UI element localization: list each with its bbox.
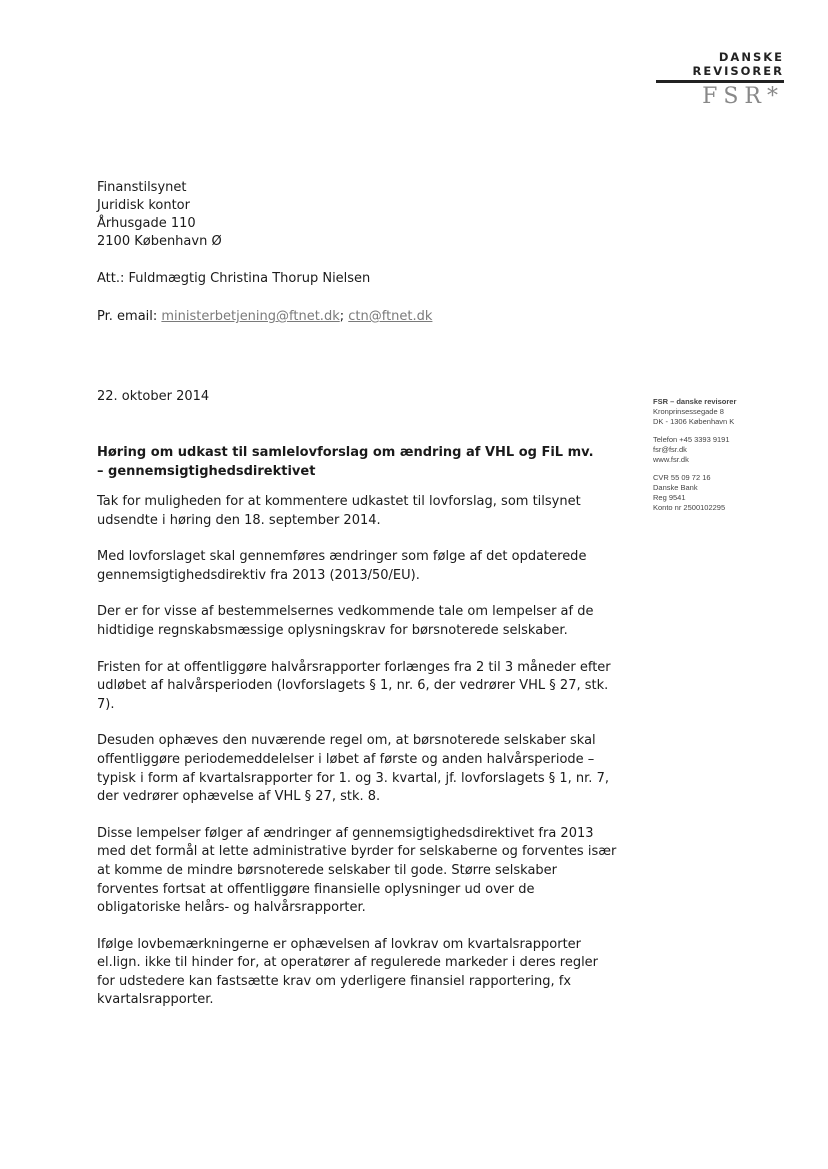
recipient-line: Finanstilsynet [97,180,187,195]
letter-subject: Høring om udkast til samlelovforslag om ændring af VHL og FiL mv. – gennemsigtighedsdirektivet [97,445,594,479]
body-paragraph: Fristen for at offentliggøre halvårsrapporter forlænges fra 2 til 3 måneder efter udløbet af halvårsperioden (lovforslagets § 1, nr. 6, der vedrører VHL § 27, stk. 7). [97,659,611,712]
recipient-line: 2100 København Ø [97,234,222,249]
sender-reg: Reg 9541 [653,493,686,502]
body-paragraph: Desuden ophæves den nuværende regel om, at børsnoterede selskaber skal offentliggøre periodemeddelelser i løbet af første og anden halvårsperiode – typisk i form af kvartalsrapporter for 1. og 3. kvartal, jf. lovforslagets § 1, nr. 7, der vedrører ophævelse af VHL § 27, stk. 8. [97,733,609,805]
recipient-line: Juridisk kontor [97,198,190,213]
recipient-address [97,179,222,251]
sender-konto: Konto nr 2500102295 [653,503,726,512]
letter-date: 22. oktober 2014 [97,389,210,404]
sender-info [653,397,736,521]
attention-line: Att.: Fuldmægtig Christina Thorup Nielsen [97,271,371,286]
body-paragraph: Tak for muligheden for at kommentere udkastet til lovforslag, som tilsynet udsendte i høring den 18. september 2014. [97,494,581,528]
sender-web: www.fsr.dk [653,455,689,464]
body-paragraph: Der er for visse af bestemmelsernes vedkommende tale om lempelser af de hidtidige regnskabsmæssige oplysningskrav for børsnoterede selskaber. [97,604,594,638]
email-link-2[interactable]: ctn@ftnet.dk [348,309,433,324]
sender-phone: Telefon +45 3393 9191 [653,435,730,444]
email-separator: ; [339,309,349,324]
sender-cvr: CVR 55 09 72 16 [653,473,711,482]
sender-mail: fsr@fsr.dk [653,445,687,454]
email-link-1[interactable]: ministerbetjening@ftnet.dk [161,309,340,324]
sender-bank: Danske Bank [653,483,698,492]
logo-bar [656,80,784,83]
logo-mark: FSR* [702,84,784,109]
email-prefix: Pr. email: [97,309,162,324]
fsr-logo [654,50,784,109]
body-paragraph: Ifølge lovbemærkningerne er ophævelsen af lovkrav om kvartalsrapporter el.lign. ikke til hinder for, at operatører af regulerede markeder i deres regler for udstedere kan fastsætte krav om yderligere finansiel rapportering, fx kvartalsrapporter. [97,936,599,1008]
body-paragraph: Disse lempelser følger af ændringer af gennemsigtighedsdirektivet fra 2013 med det formål at lette administrative byrder for selskaberne og forventes især at komme de mindre børsnoterede selskaber til gode. Større selskaber forventes fortsat at offentliggøre finansielle oplysninger ud over de obligatoriske helårs- og halvårsrapporter. [97,825,617,916]
letter-body [97,493,617,1028]
email-line [97,309,432,324]
sender-org: FSR – danske revisorer [653,397,737,406]
sender-city: DK - 1306 København K [653,417,735,426]
logo-line-2: REVISORER [692,64,784,78]
body-paragraph: Med lovforslaget skal gennemføres ændringer som følge af det opdaterede gennemsigtighedsdirektiv fra 2013 (2013/50/EU). [97,549,587,583]
recipient-line: Århusgade 110 [97,216,196,231]
logo-line-1: DANSKE [718,50,784,64]
sender-street: Kronprinsessegade 8 [653,407,724,416]
